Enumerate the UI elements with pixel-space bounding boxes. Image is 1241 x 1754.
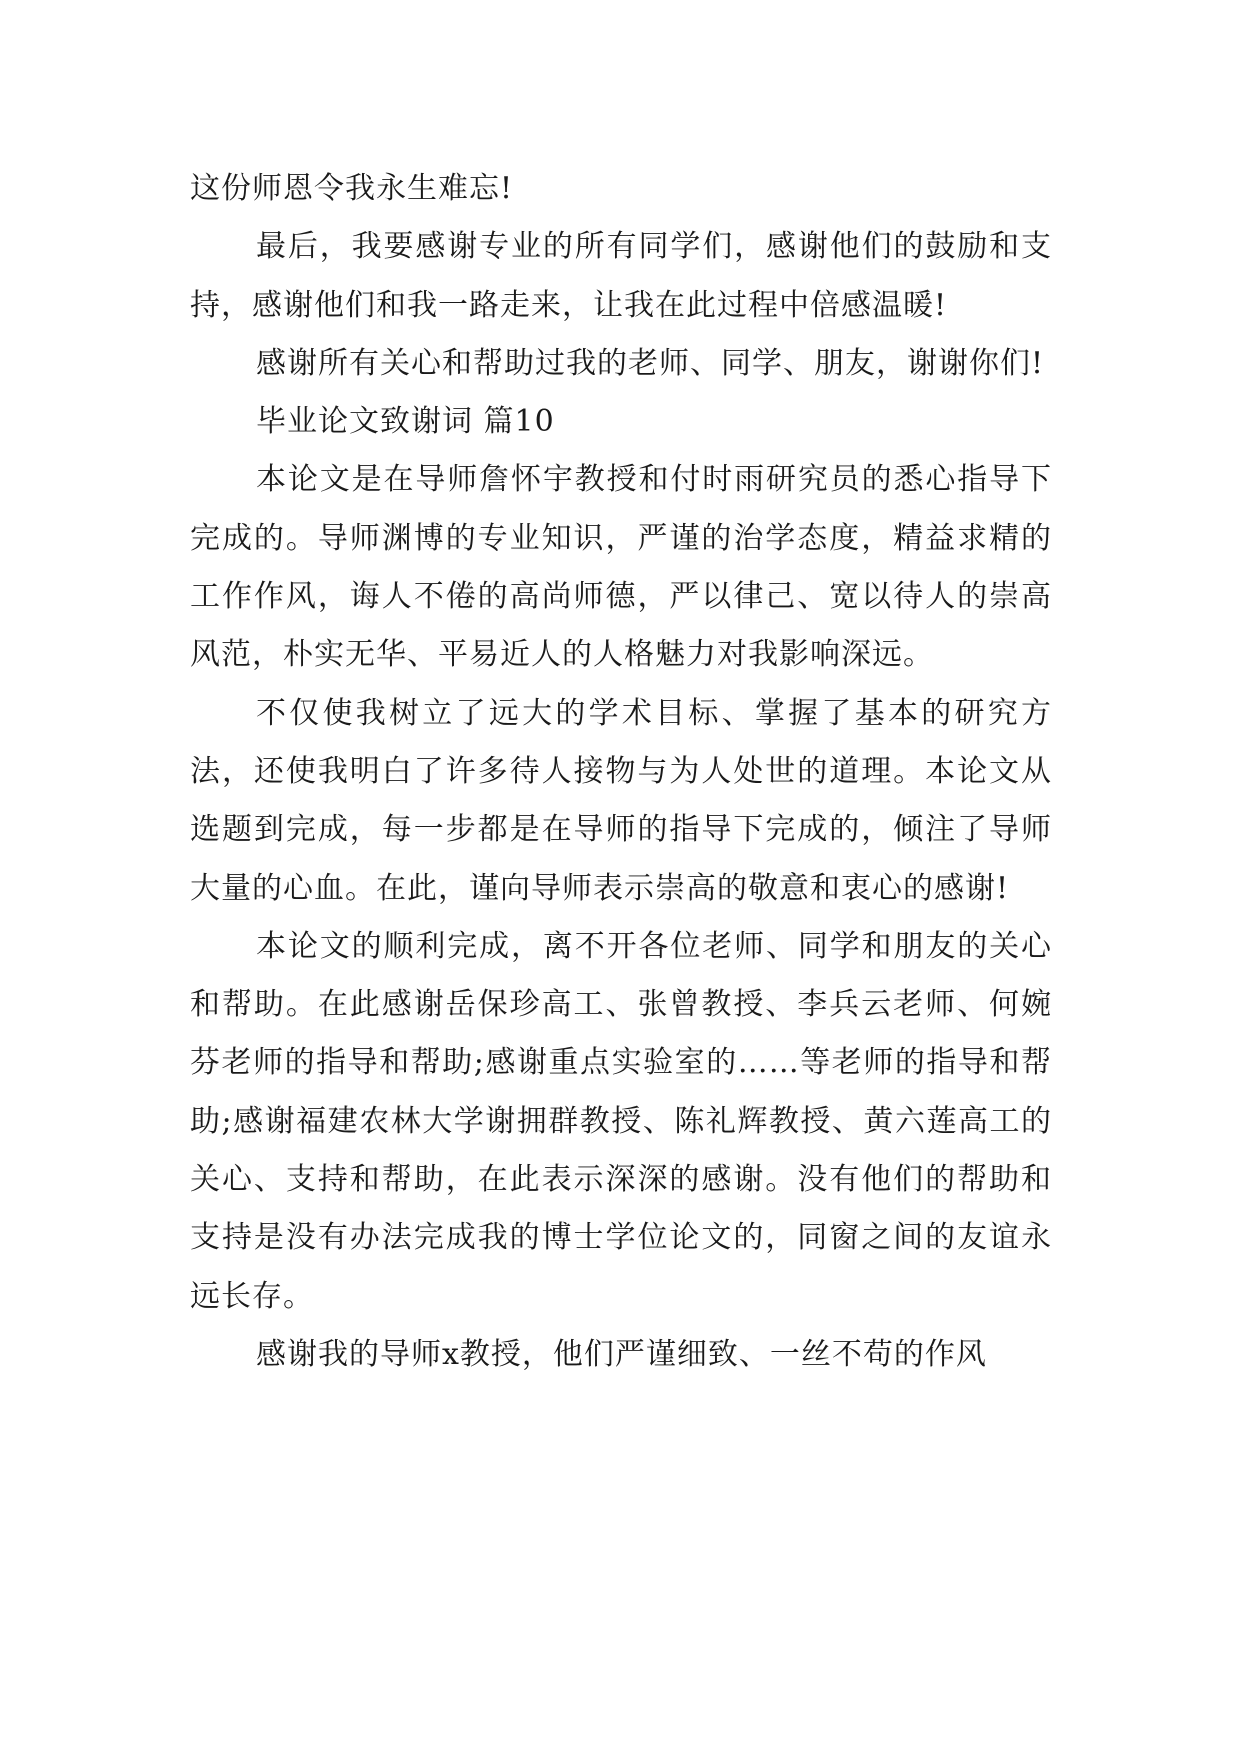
- paragraph: 感谢我的导师x教授，他们严谨细致、一丝不苟的作风: [256, 1336, 987, 1372]
- paragraph: 感谢所有关心和帮助过我的老师、同学、朋友，谢谢你们!: [256, 345, 1045, 381]
- paragraph: 本论文是在导师詹怀宇教授和付时雨研究员的悉心指导下完成的。导师渊博的专业知识，严谨的治学态度，精益求精的工作作风，诲人不倦的高尚师德，严以律己、宽以待人的崇高风范，朴实无华、平易近人的人格魅力对我影响深远。: [190, 462, 1052, 673]
- document-body: [190, 160, 1052, 1384]
- section-heading: 毕业论文致谢词 篇10: [256, 404, 555, 440]
- paragraph: 这份师恩令我永生难忘!: [190, 171, 514, 206]
- paragraph: 本论文的顺利完成，离不开各位老师、同学和朋友的关心和帮助。在此感谢岳保珍高工、张曾教授、李兵云老师、何婉芬老师的指导和帮助;感谢重点实验室的……等老师的指导和帮助;感谢福建农林大学谢拥群教授、陈礼辉教授、黄六莲高工的关心、支持和帮助，在此表示深深的感谢。没有他们的帮助和支持是没有办法完成我的博士学位论文的，同窗之间的友谊永远长存。: [190, 928, 1052, 1314]
- paragraph: 最后，我要感谢专业的所有同学们，感谢他们的鼓励和支持，感谢他们和我一路走来，让我在此过程中倍感温暖!: [190, 229, 1052, 323]
- paragraph: 不仅使我树立了远大的学术目标、掌握了基本的研究方法，还使我明白了许多待人接物与为人处世的道理。本论文从选题到完成，每一步都是在导师的指导下完成的，倾注了导师大量的心血。在此，谨向导师表示崇高的敬意和衷心的感谢!: [190, 695, 1052, 906]
